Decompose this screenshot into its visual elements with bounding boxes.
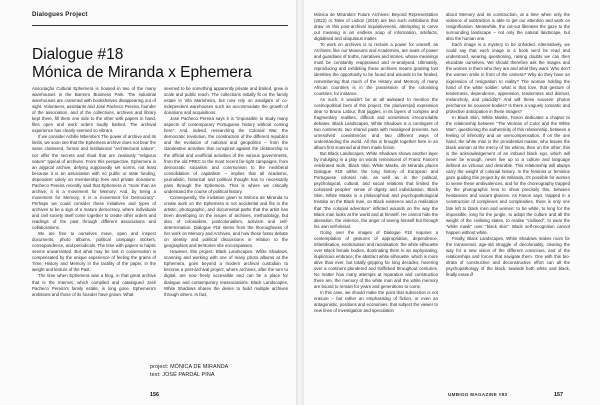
paragraph: But Black Landscapes, White Shadows shows another layer by indulging in a play on words reminiscent of Frantz Fanon's celebrated work, Black Skin, White Masks, de Miranda places Dialogue #18 within the long history of European and Portuguese colonial rule, as well as in the political, psychological, cultural, and social relations that limited the colonised peoples' sense of dignity and individuation. Black Skin, White Masks is a philosophical and psychopathological treatise on the Black man, on Black existence and a realisation that "the colonial adventure" inflicted wounds on the way the Black man looks at the world and at himself. He cannot hide the alienation, the violence, the anger of seeing himself but through his own self-denial. — [314, 151, 438, 229]
paragraph: To work on archives is to reclaim a power for oneself, as Archives, like our Museums and Academies, are seats of power and guardians of truths, narratives and stories, whose meanings must be constantly reappraised and re-analysed. Ultimately, reproducing and exhibiting these archives means granting lost identities the opportunity to be found and wounds to be healed, remembering that much of the History and Memory of many African countries is in the possession of the colonising countries, for instance. — [314, 42, 438, 96]
right-page — [304, 0, 600, 405]
project-credit: project: MÓNICA DE MIRANDA — [150, 364, 229, 370]
paragraph: Each image is a mystery to be unfolded. Alternatively, we could say that each image is a book we'd be read and understood, wearing questioning, raising doubts we can then elucidate ourselves. We should therefore ask the images and the women in them who they are and what they want. Who don't the women smile in front of the camera? Why do they have an expression of resignation to reality? The woman holding the hand of the white soldier: what is that love, that gesture of tenderness, dependence, oppression, tenderness and distrust, melancholy, and placidity? And will these souvenir photos perchance be souvenir-bodies? Is there a vaguely romantic and protective anticipation in these images? — [446, 42, 570, 114]
page-number-right: 157 — [554, 392, 563, 398]
paragraph: However, this project, Black Landscapes, White Shadows, scanning and working with one of many photo albums at the Ephemera, goes beyond a modern archival custodian to become a post-archival project, where archives, after the turn to digital, are now freely accessible and can be a place for dialogue and contemporary reassociations. Black Landscapes, White Shadows shares the desire to build multiple archives through others. In fact, — [164, 249, 288, 297]
article-title-line2: Mónica de Miranda x Ephemera — [32, 64, 252, 81]
section-header: Dialogues Project — [32, 11, 88, 18]
paragraph: José Pacheco Pereira says it is "impossible to study many aspects of contemporary Portuguese history without coming here". And, indeed, researching the Colonial War, the democratic revolution, the construction of the different republics and the evolution of national and geopolitics – from the clandestine activities that conspired against the dictatorship to the official and unofficial activities of the various governments, from the old PREC to the most recent far-right campaigns, from democratic socialism and communism to the neoliberal consolidation of capitalism – implies that all academic, journalistic, historical and political thought has to necessarily pass through the Ephemera. That is where we critically understand the course of political history. — [164, 116, 288, 194]
paragraph: In Black Skin, White Masks, Fanon dedicates a chapter to the relationship between "The Woman of Color and the White Man", questioning the authenticity of this relationship, between a feeling of inferiority and an overcompensation. If on the one hand, the white man is the providential master, who leaves the black woman at the mercy of his whims, then on the other, this is the acknowledgement of an imbued black ego, which will never be enough, never live up to a culture and language defined as virtuous and desirable. This relationship will always carry the weight of colonial history. In the feminist or feminine gaze guiding this project by de Miranda, it's possible for women to sense these ambivalences, and for the choreography trapped by the photographic lens to show precisely this, between hesitancies and vacant glances. As Fanon says, trapped in a construction of complexes and complexities, there is only one fate left to black men and women: to be white, to long for the impossible, long for the jungle, to adopt the culture and all the weight of the civilising states, to realise "civilised", to wear the "white mask" over "black skin". Black self-recognition cannot happen without white. — [446, 114, 570, 235]
left-page — [0, 0, 296, 405]
left-column-1 — [32, 86, 156, 358]
article-title-line1: Dialogue #18 — [32, 46, 124, 63]
paragraph: In this case, we should make the point that subsection is not erasure – but rather an emphasising of fiction, or even an antagonistic, positions and economies, that subject the viewer to new lines of investigation and speculation — [314, 290, 438, 314]
article-credits — [150, 363, 290, 379]
page-number-left: 156 — [150, 392, 159, 398]
text-credit: text: JOSÉ PARDAL PINA — [150, 372, 215, 378]
magazine-name: UMBIGO MAGAZINE #83 — [448, 392, 508, 397]
paragraph: Finally, Black Landscapes, White Shadows makes room for the transversal, age-old struggle of decoloniality, clearing the way for a new vision of the different conscious, and of the relationships and forces that navigate them. One with this bio-strata of constructive and deconstructive effort can all the psychopathology of the black, towards both white and black, finally erase // — [446, 236, 570, 278]
paragraph: Associação Cultural Ephemera is housed in two of the many warehouses in the Barreiro Business Park. The industrial warehouses are crammed with bookshelves disappearing out of sight. Volunteers, assistants and José Pacheco Pereira, founder of the association, and of the collections, archives and library kept there, fill them one side to the other with papers in hand, files open and work orders loudly barked. The archival experience has clearly seemed so vibrant. — [32, 86, 156, 134]
paragraph: The time when Ephemera was a blog, in that great archive that is the Internet, which compiled and catalogued José Pacheco Pereira's family estate, is long gone. Ephemera's ambitions and those of its founder have grown. What — [32, 273, 156, 297]
paragraph: Mónica de Miranda's Future Archives: Beyond Representation (2022) or Tales of Lisbon (2019) are two such exhibitions that draw on this post-archival inquisitiveness, attempting to carve out meaning in an endless soup of information, artefacts, digitalised and ubiquitous matter. — [314, 12, 438, 42]
header-rule — [32, 25, 288, 26]
paragraph: If we consider Achille Mbembe's The power of archive and its limits, we soon see that the Ephemera archive does not bear the same cloistered, formal and institutional "architectural nature", nor offer the secrets and ritual that are zealously "religious nature" typical of archives. From this perspective, Ephemera is an atypical archive, defying supposedly set norms, not least because it is an association with no public or state funding, dependent solely on membership fees and private donations. Pacheco Pereira recently said that Ephemera is "more than an archive, it is a movement for Memory. And, by being a movement for Memory, it is a movement for Democracy". Perhaps we could consider these initiatives and types of archives to be a sign of a mature democracy, where individuals and civil society itself come together to create other orders and readings of the past through different associations and collaborations. — [32, 134, 156, 231]
article-title — [32, 46, 292, 82]
paragraph: about Memory and its construction, at a time when only the violence of subtraction is able to get our attention and work on resignification. Meanwhile, the cut-out liberates the gaze to the surrounding landscape – not only the natural landscape, but also the human one. — [446, 12, 570, 42]
left-column-2 — [164, 86, 288, 358]
paragraph: seemed to be something apparently private and limited, grew in scale and public reach. The collections initially fit on the family estate in Vila Marinheira, but now rely on amalgam of co-independent warehouses such as accommodate the growth of donations and acquisitions. — [164, 86, 288, 116]
paragraph: Consequently, the invitation given to Mónica de Miranda to create work on the Ephemera is not accidental and fits in the artistic, photographic, and documental paths that the artist has been developing on the issues of archives, methodology, but also of colonialism, postcolonialism, activism and self-determination. Dialogue #18 stems from the thoroughness of her work on Memory and Archives, and how these foster debate on identity and political discussions in relation to the geographies and territories she encompasses. — [164, 194, 288, 249]
paragraph: We are free to ourselves move, open and inspect documents, photo albums, political campaign stickers, correspondence, and periodicals. The time with papers to haptic seems unwarranted. But what may be lost in conservation is compensated by the unique experience of feeling the grains of Time, History and Memory in the tactility of the paper, in the weight and texture of the Past. — [32, 231, 156, 273]
book-gutter — [296, 0, 304, 405]
paragraph: Going over the images of Dialogue #18 requires a contemplation of gestures of appropriation, dependence, infantilisation, exoticisation and racialisation: the white silhouette over Black female bodies, dominating them in an asphyxiating, duplicitous embrace; the abstract white silhouette, which is more alive than ever, but totally gripping for long decades, hovering over a continent plundered and trafficked throughout centuries. No matter how many attempts at reparation and construction there are, the memory of the white man and the white memory are bound to remain for years and generations to come. — [314, 229, 438, 290]
right-column-1 — [314, 12, 438, 384]
right-column-2 — [446, 12, 570, 384]
paragraph: As such, it wouldn't be at all awkward to mention the cosmopolitical bent of this project, the plurivers(al) expression dear to Bruno Latour, that juggles, in its layers of complex and fragmentary realities, difficult and sometimes irreconcilable debates. Black Landscapes, White Shadows is a contingent of two continents, two shared pasts with misaligned presents, two unresolved coexistences and two different ways of understanding the world. All this is brought together here in an album first scanned and then made fiction. — [314, 96, 438, 151]
